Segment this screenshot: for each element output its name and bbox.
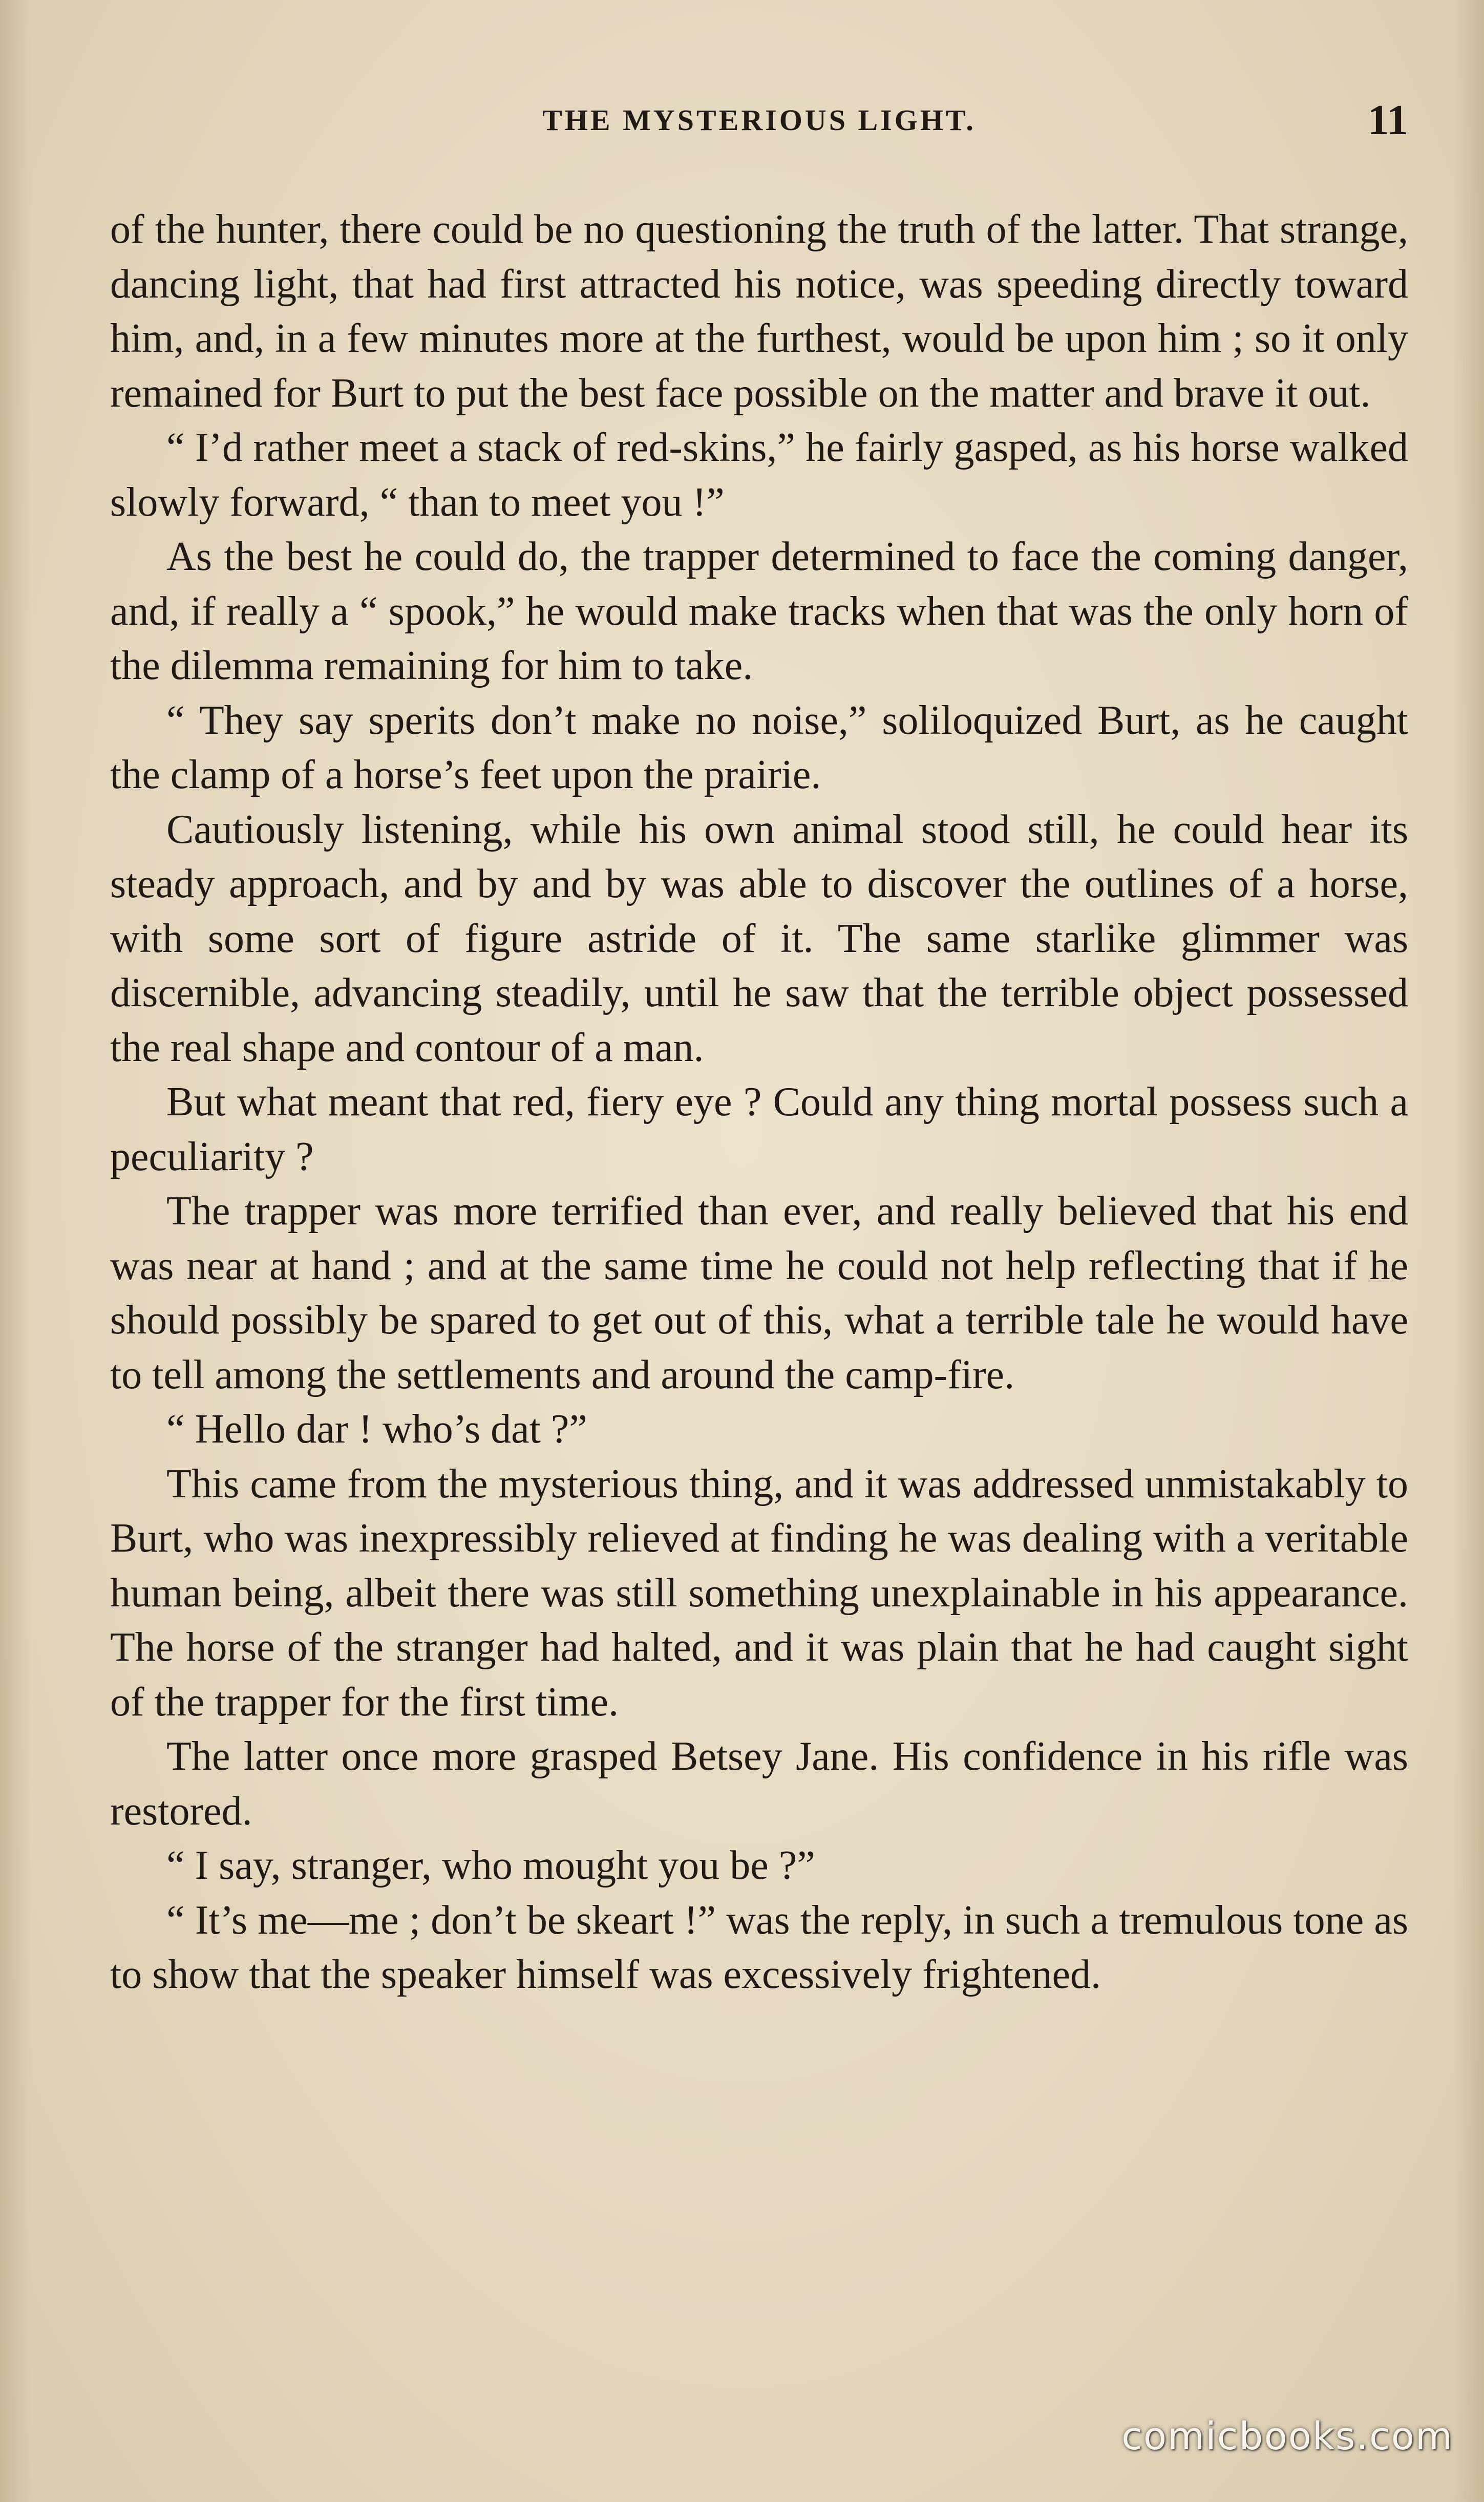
paragraph-1: of the hunter, there could be no questioning the truth of the latter. That strange, dancing light, that had first attracted his notice, was speeding directly toward him, and, in a few minutes more at the furthest, would be upon him ; so it only remained for Burt to put the best face possible on the matter and brave it out.	[110, 207, 1408, 416]
page-header	[110, 95, 1408, 146]
paragraph-6: But what meant that red, fiery eye ? Could any thing mortal possess such a peculiarity ?	[110, 1079, 1408, 1179]
page-number: 11	[1367, 96, 1408, 144]
running-head: THE MYSTERIOUS LIGHT.	[542, 103, 976, 137]
paragraph-3: As the best he could do, the trapper determined to face the coming danger, and, if really a “ spook,” he would make tracks when that was the only horn of the dilemma remaining for him to take.	[110, 534, 1408, 688]
page-edge-shadow-right	[1453, 0, 1484, 2502]
paragraph-11: “ I say, stranger, who mought you be ?”	[166, 1843, 815, 1888]
paragraph-8: “ Hello dar ! who’s dat ?”	[166, 1407, 587, 1452]
paragraph-5: Cautiously listening, while his own animal stood still, he could hear its steady approach, and by and by was able to discover the outlines of a horse, with some sort of figure astride of it. The same starlike glimmer was discernible, advancing steadily, until he saw that the terrible object possessed the real shape and contour of a man.	[110, 807, 1408, 1070]
paragraph-4: “ They say sperits don’t make no noise,” soliloquized Burt, as he caught the clamp of a horse’s feet upon the prairie.	[110, 697, 1408, 797]
paragraph-7: The trapper was more terrified than ever, and really believed that his end was near at hand ; and at the same time he could not help reflecting that if he should possibly be spared to get out of this, what a terrible tale he would have to tell among the settlements and around the camp-fire.	[110, 1189, 1408, 1397]
paragraph-2: “ I’d rather meet a stack of red-skins,” he fairly gasped, as his horse walked slowly forward, “ than to meet you !”	[110, 425, 1408, 525]
page-edge-shadow-left	[0, 0, 31, 2502]
watermark-text: comicbooks.com	[1121, 2414, 1453, 2458]
paragraph-12: “ It’s me—me ; don’t be skeart !” was the reply, in such a tremulous tone as to show that the speaker himself was excessively frightened.	[110, 1897, 1408, 1997]
paragraph-9: This came from the mysterious thing, and it was addressed unmistakably to Burt, who was inexpressibly relieved at finding he was dealing with a veritable human being, albeit there was still something unexplainable in his appearance. The horse of the stranger had halted, and it was plain that he had caught sight of the trapper for the first time.	[110, 1461, 1408, 1725]
body-text	[110, 202, 1408, 2002]
paragraph-10: The latter once more grasped Betsey Jane. His confidence in his rifle was restored.	[110, 1734, 1408, 1834]
